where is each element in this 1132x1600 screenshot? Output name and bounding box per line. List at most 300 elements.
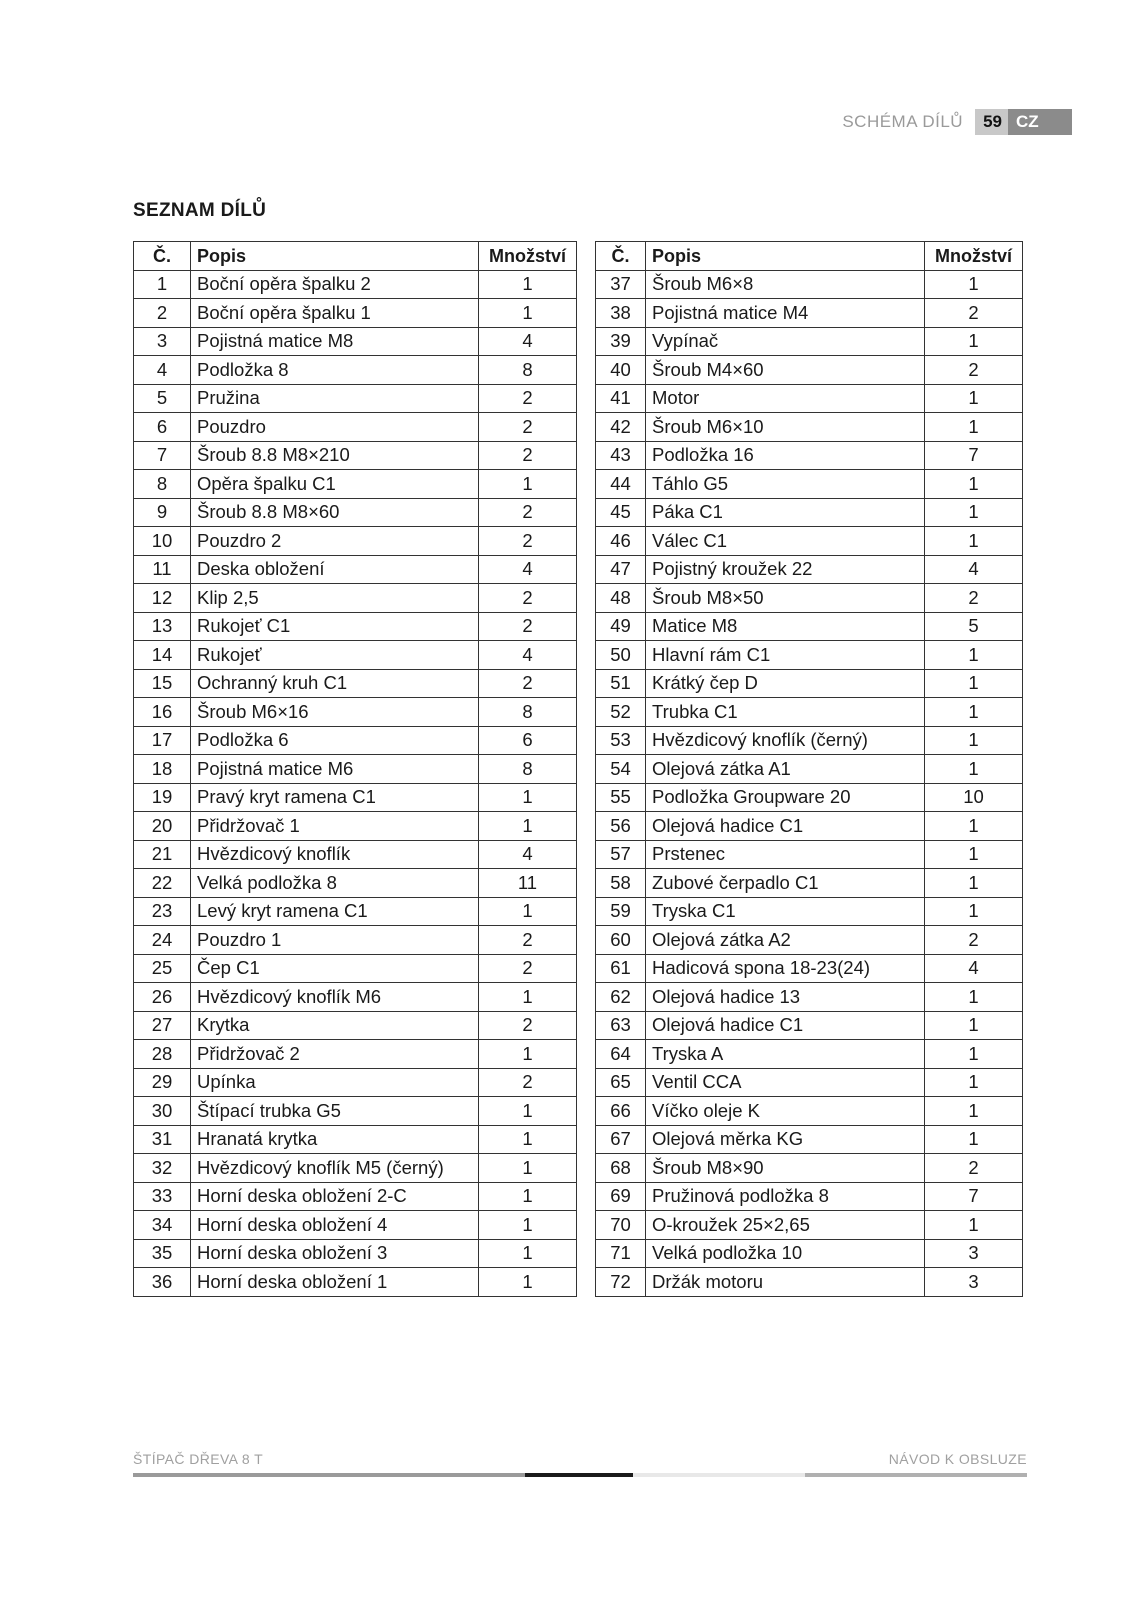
- part-number: 25: [134, 954, 191, 983]
- part-quantity: 1: [925, 1211, 1023, 1240]
- footer-manual-label: NÁVOD K OBSLUZE: [888, 1451, 1027, 1467]
- table-row: [134, 1154, 577, 1183]
- part-quantity: 1: [925, 270, 1023, 299]
- part-description: Rukojeť C1: [191, 612, 479, 641]
- part-quantity: 3: [925, 1268, 1023, 1297]
- part-quantity: 1: [479, 897, 577, 926]
- part-number: 18: [134, 755, 191, 784]
- part-number: 72: [596, 1268, 646, 1297]
- part-number: 43: [596, 441, 646, 470]
- part-description: Vypínač: [646, 327, 925, 356]
- table-row: [596, 498, 1023, 527]
- part-number: 67: [596, 1125, 646, 1154]
- part-number: 58: [596, 869, 646, 898]
- part-quantity: 1: [925, 1097, 1023, 1126]
- part-quantity: 1: [925, 812, 1023, 841]
- part-number: 61: [596, 954, 646, 983]
- part-quantity: 1: [925, 470, 1023, 499]
- part-description: Pouzdro 2: [191, 527, 479, 556]
- footer-divider: [525, 1473, 633, 1477]
- part-quantity: 1: [925, 840, 1023, 869]
- part-number: 12: [134, 584, 191, 613]
- table-row: [134, 983, 577, 1012]
- part-description: Matice M8: [646, 612, 925, 641]
- part-description: Přidržovač 1: [191, 812, 479, 841]
- part-description: Krytka: [191, 1011, 479, 1040]
- table-row: [596, 897, 1023, 926]
- part-number: 47: [596, 555, 646, 584]
- part-description: Šroub M8×90: [646, 1154, 925, 1183]
- part-number: 39: [596, 327, 646, 356]
- part-number: 23: [134, 897, 191, 926]
- part-quantity: 1: [925, 983, 1023, 1012]
- part-quantity: 6: [479, 726, 577, 755]
- table-row: [596, 584, 1023, 613]
- table-row: [596, 1154, 1023, 1183]
- part-quantity: 1: [925, 726, 1023, 755]
- part-number: 63: [596, 1011, 646, 1040]
- part-quantity: 1: [479, 1040, 577, 1069]
- part-description: Tryska C1: [646, 897, 925, 926]
- table-row: [596, 669, 1023, 698]
- part-description: Pružinová podložka 8: [646, 1182, 925, 1211]
- part-number: 9: [134, 498, 191, 527]
- part-number: 16: [134, 698, 191, 727]
- table-row: [134, 840, 577, 869]
- part-quantity: 1: [925, 413, 1023, 442]
- table-row: [596, 1211, 1023, 1240]
- column-header-number: Č.: [596, 242, 646, 271]
- part-description: Hvězdicový knoflík (černý): [646, 726, 925, 755]
- table-row: [596, 698, 1023, 727]
- part-description: Olejová zátka A1: [646, 755, 925, 784]
- part-quantity: 1: [479, 1182, 577, 1211]
- part-quantity: 1: [925, 498, 1023, 527]
- part-description: Ochranný kruh C1: [191, 669, 479, 698]
- part-number: 44: [596, 470, 646, 499]
- part-quantity: 2: [479, 498, 577, 527]
- part-quantity: 2: [479, 384, 577, 413]
- part-quantity: 2: [925, 299, 1023, 328]
- part-quantity: 1: [925, 327, 1023, 356]
- part-number: 45: [596, 498, 646, 527]
- table-row: [596, 954, 1023, 983]
- part-description: Táhlo G5: [646, 470, 925, 499]
- part-quantity: 8: [479, 755, 577, 784]
- part-quantity: 2: [479, 441, 577, 470]
- table-header-row: [134, 242, 577, 271]
- table-row: [596, 356, 1023, 385]
- part-number: 57: [596, 840, 646, 869]
- part-quantity: 10: [925, 783, 1023, 812]
- part-quantity: 1: [479, 783, 577, 812]
- part-quantity: 8: [479, 698, 577, 727]
- part-quantity: 1: [479, 1211, 577, 1240]
- part-quantity: 1: [479, 1097, 577, 1126]
- table-row: [596, 869, 1023, 898]
- part-quantity: 1: [479, 299, 577, 328]
- part-quantity: 1: [925, 1011, 1023, 1040]
- part-description: Hlavní rám C1: [646, 641, 925, 670]
- part-number: 21: [134, 840, 191, 869]
- part-number: 50: [596, 641, 646, 670]
- table-row: [596, 384, 1023, 413]
- part-description: Pojistná matice M6: [191, 755, 479, 784]
- table-row: [134, 299, 577, 328]
- part-number: 6: [134, 413, 191, 442]
- part-quantity: 5: [925, 612, 1023, 641]
- table-row: [596, 1182, 1023, 1211]
- part-number: 37: [596, 270, 646, 299]
- parts-table-left: [133, 241, 577, 1297]
- part-quantity: 4: [479, 327, 577, 356]
- table-row: [134, 498, 577, 527]
- part-description: Válec C1: [646, 527, 925, 556]
- table-row: [134, 413, 577, 442]
- page-title: SEZNAM DÍLŮ: [133, 200, 267, 221]
- table-row: [134, 669, 577, 698]
- table-row: [596, 983, 1023, 1012]
- part-quantity: 1: [925, 669, 1023, 698]
- part-description: Hvězdicový knoflík M6: [191, 983, 479, 1012]
- table-row: [134, 527, 577, 556]
- part-number: 71: [596, 1239, 646, 1268]
- part-quantity: 1: [479, 983, 577, 1012]
- table-row: [134, 954, 577, 983]
- part-description: Horní deska obložení 2-C: [191, 1182, 479, 1211]
- part-description: Podložka 6: [191, 726, 479, 755]
- table-row: [134, 1011, 577, 1040]
- table-row: [134, 869, 577, 898]
- parts-table-right-body: [596, 270, 1023, 1296]
- column-header-description: Popis: [646, 242, 925, 271]
- part-quantity: 1: [479, 812, 577, 841]
- column-header-description: Popis: [191, 242, 479, 271]
- part-number: 32: [134, 1154, 191, 1183]
- part-description: Pojistný kroužek 22: [646, 555, 925, 584]
- part-number: 33: [134, 1182, 191, 1211]
- footer-divider: [133, 1473, 525, 1477]
- part-number: 29: [134, 1068, 191, 1097]
- table-row: [134, 612, 577, 641]
- part-quantity: 2: [479, 527, 577, 556]
- part-description: Hranatá krytka: [191, 1125, 479, 1154]
- parts-table-right: [595, 241, 1023, 1297]
- part-description: Pružina: [191, 384, 479, 413]
- part-description: Šroub M6×16: [191, 698, 479, 727]
- part-description: Víčko oleje K: [646, 1097, 925, 1126]
- table-row: [134, 384, 577, 413]
- part-description: Držák motoru: [646, 1268, 925, 1297]
- part-quantity: 7: [925, 441, 1023, 470]
- part-number: 5: [134, 384, 191, 413]
- part-description: Podložka Groupware 20: [646, 783, 925, 812]
- table-row: [596, 926, 1023, 955]
- part-description: Podložka 8: [191, 356, 479, 385]
- part-description: Šroub 8.8 M8×210: [191, 441, 479, 470]
- part-quantity: 1: [479, 1154, 577, 1183]
- part-number: 34: [134, 1211, 191, 1240]
- table-row: [134, 783, 577, 812]
- part-quantity: 1: [925, 641, 1023, 670]
- part-quantity: 1: [479, 270, 577, 299]
- part-number: 17: [134, 726, 191, 755]
- table-row: [596, 327, 1023, 356]
- table-row: [596, 812, 1023, 841]
- part-description: Horní deska obložení 3: [191, 1239, 479, 1268]
- part-quantity: 1: [479, 1239, 577, 1268]
- part-number: 20: [134, 812, 191, 841]
- part-quantity: 1: [925, 1040, 1023, 1069]
- part-description: Pojistná matice M4: [646, 299, 925, 328]
- part-quantity: 4: [479, 840, 577, 869]
- part-number: 48: [596, 584, 646, 613]
- table-row: [134, 755, 577, 784]
- part-number: 19: [134, 783, 191, 812]
- part-quantity: 4: [925, 954, 1023, 983]
- table-row: [134, 441, 577, 470]
- table-row: [596, 1040, 1023, 1069]
- part-number: 4: [134, 356, 191, 385]
- part-number: 2: [134, 299, 191, 328]
- part-description: Hadicová spona 18-23(24): [646, 954, 925, 983]
- table-row: [134, 555, 577, 584]
- part-description: Šroub M6×10: [646, 413, 925, 442]
- page-number: 59: [975, 109, 1008, 135]
- part-quantity: 1: [925, 869, 1023, 898]
- part-number: 38: [596, 299, 646, 328]
- part-quantity: 2: [479, 1011, 577, 1040]
- column-header-quantity: Množství: [925, 242, 1023, 271]
- language-badge: CZ: [1008, 109, 1072, 135]
- part-description: Páka C1: [646, 498, 925, 527]
- part-quantity: 2: [479, 926, 577, 955]
- part-description: Podložka 16: [646, 441, 925, 470]
- part-description: Motor: [646, 384, 925, 413]
- part-quantity: 1: [925, 897, 1023, 926]
- part-number: 65: [596, 1068, 646, 1097]
- part-description: Pouzdro 1: [191, 926, 479, 955]
- part-number: 28: [134, 1040, 191, 1069]
- table-row: [134, 1182, 577, 1211]
- part-description: O-kroužek 25×2,65: [646, 1211, 925, 1240]
- table-row: [596, 726, 1023, 755]
- part-description: Krátký čep D: [646, 669, 925, 698]
- part-description: Hvězdicový knoflík: [191, 840, 479, 869]
- part-description: Upínka: [191, 1068, 479, 1097]
- part-quantity: 4: [925, 555, 1023, 584]
- part-description: Zubové čerpadlo C1: [646, 869, 925, 898]
- part-description: Olejová zátka A2: [646, 926, 925, 955]
- part-description: Ventil CCA: [646, 1068, 925, 1097]
- part-number: 51: [596, 669, 646, 698]
- table-row: [596, 1125, 1023, 1154]
- part-number: 52: [596, 698, 646, 727]
- part-quantity: 1: [925, 527, 1023, 556]
- table-row: [596, 555, 1023, 584]
- part-number: 11: [134, 555, 191, 584]
- part-number: 56: [596, 812, 646, 841]
- part-number: 40: [596, 356, 646, 385]
- part-quantity: 1: [479, 470, 577, 499]
- part-number: 15: [134, 669, 191, 698]
- table-row: [134, 1068, 577, 1097]
- table-row: [134, 641, 577, 670]
- part-description: Pojistná matice M8: [191, 327, 479, 356]
- part-quantity: 2: [925, 584, 1023, 613]
- part-quantity: 2: [479, 1068, 577, 1097]
- column-header-quantity: Množství: [479, 242, 577, 271]
- part-description: Olejová hadice C1: [646, 812, 925, 841]
- part-quantity: 1: [925, 1125, 1023, 1154]
- section-title: SCHÉMA DÍLŮ: [842, 112, 964, 131]
- part-description: Šroub 8.8 M8×60: [191, 498, 479, 527]
- part-number: 30: [134, 1097, 191, 1126]
- part-number: 69: [596, 1182, 646, 1211]
- part-description: Čep C1: [191, 954, 479, 983]
- table-row: [596, 413, 1023, 442]
- table-row: [596, 527, 1023, 556]
- table-row: [596, 270, 1023, 299]
- part-number: 46: [596, 527, 646, 556]
- part-description: Pouzdro: [191, 413, 479, 442]
- part-quantity: 1: [925, 1068, 1023, 1097]
- part-number: 7: [134, 441, 191, 470]
- part-number: 35: [134, 1239, 191, 1268]
- part-number: 27: [134, 1011, 191, 1040]
- part-number: 24: [134, 926, 191, 955]
- part-quantity: 3: [925, 1239, 1023, 1268]
- table-row: [134, 1040, 577, 1069]
- table-row: [596, 755, 1023, 784]
- part-description: Klip 2,5: [191, 584, 479, 613]
- part-description: Šroub M6×8: [646, 270, 925, 299]
- table-row: [134, 812, 577, 841]
- part-description: Deska obložení: [191, 555, 479, 584]
- part-quantity: 4: [479, 555, 577, 584]
- part-quantity: 2: [479, 669, 577, 698]
- table-row: [134, 1268, 577, 1297]
- table-row: [596, 441, 1023, 470]
- table-row: [134, 270, 577, 299]
- footer-divider: [633, 1473, 805, 1477]
- part-quantity: 4: [479, 641, 577, 670]
- part-number: 49: [596, 612, 646, 641]
- part-number: 59: [596, 897, 646, 926]
- part-number: 31: [134, 1125, 191, 1154]
- part-description: Hvězdicový knoflík M5 (černý): [191, 1154, 479, 1183]
- table-row: [134, 1097, 577, 1126]
- part-quantity: 1: [925, 755, 1023, 784]
- part-number: 8: [134, 470, 191, 499]
- part-number: 26: [134, 983, 191, 1012]
- footer-divider: [805, 1473, 1027, 1477]
- table-row: [134, 584, 577, 613]
- part-number: 10: [134, 527, 191, 556]
- table-row: [596, 612, 1023, 641]
- table-row: [596, 1011, 1023, 1040]
- part-number: 66: [596, 1097, 646, 1126]
- table-row: [134, 726, 577, 755]
- table-row: [134, 897, 577, 926]
- part-quantity: 2: [479, 413, 577, 442]
- part-quantity: 2: [925, 356, 1023, 385]
- part-quantity: 11: [479, 869, 577, 898]
- table-row: [596, 641, 1023, 670]
- part-description: Pravý kryt ramena C1: [191, 783, 479, 812]
- part-description: Boční opěra špalku 2: [191, 270, 479, 299]
- page-header: [842, 109, 1072, 135]
- part-description: Velká podložka 8: [191, 869, 479, 898]
- table-row: [596, 1268, 1023, 1297]
- part-quantity: 2: [479, 954, 577, 983]
- part-number: 41: [596, 384, 646, 413]
- part-number: 70: [596, 1211, 646, 1240]
- part-description: Šroub M4×60: [646, 356, 925, 385]
- part-quantity: 1: [925, 384, 1023, 413]
- part-number: 1: [134, 270, 191, 299]
- part-quantity: 1: [479, 1125, 577, 1154]
- part-description: Velká podložka 10: [646, 1239, 925, 1268]
- table-row: [134, 356, 577, 385]
- table-row: [134, 1125, 577, 1154]
- part-quantity: 1: [925, 698, 1023, 727]
- table-row: [596, 299, 1023, 328]
- part-description: Levý kryt ramena C1: [191, 897, 479, 926]
- part-number: 14: [134, 641, 191, 670]
- part-description: Prstenec: [646, 840, 925, 869]
- part-quantity: 8: [479, 356, 577, 385]
- part-description: Horní deska obložení 4: [191, 1211, 479, 1240]
- part-description: Horní deska obložení 1: [191, 1268, 479, 1297]
- table-row: [596, 1239, 1023, 1268]
- part-description: Štípací trubka G5: [191, 1097, 479, 1126]
- part-description: Olejová měrka KG: [646, 1125, 925, 1154]
- part-number: 64: [596, 1040, 646, 1069]
- part-number: 3: [134, 327, 191, 356]
- part-quantity: 2: [925, 1154, 1023, 1183]
- part-number: 22: [134, 869, 191, 898]
- table-row: [596, 1068, 1023, 1097]
- part-description: Šroub M8×50: [646, 584, 925, 613]
- part-number: 36: [134, 1268, 191, 1297]
- table-header-row: [596, 242, 1023, 271]
- part-quantity: 2: [479, 584, 577, 613]
- table-row: [134, 926, 577, 955]
- table-row: [134, 1211, 577, 1240]
- part-description: Trubka C1: [646, 698, 925, 727]
- part-quantity: 1: [479, 1268, 577, 1297]
- part-quantity: 2: [479, 612, 577, 641]
- table-row: [596, 840, 1023, 869]
- part-description: Olejová hadice C1: [646, 1011, 925, 1040]
- part-number: 13: [134, 612, 191, 641]
- part-description: Rukojeť: [191, 641, 479, 670]
- part-number: 55: [596, 783, 646, 812]
- part-number: 53: [596, 726, 646, 755]
- table-row: [596, 783, 1023, 812]
- table-row: [134, 698, 577, 727]
- column-header-number: Č.: [134, 242, 191, 271]
- part-description: Přidržovač 2: [191, 1040, 479, 1069]
- parts-table-left-body: [134, 270, 577, 1296]
- part-number: 54: [596, 755, 646, 784]
- part-number: 68: [596, 1154, 646, 1183]
- part-description: Olejová hadice 13: [646, 983, 925, 1012]
- part-description: Boční opěra špalku 1: [191, 299, 479, 328]
- table-row: [134, 327, 577, 356]
- part-description: Opěra špalku C1: [191, 470, 479, 499]
